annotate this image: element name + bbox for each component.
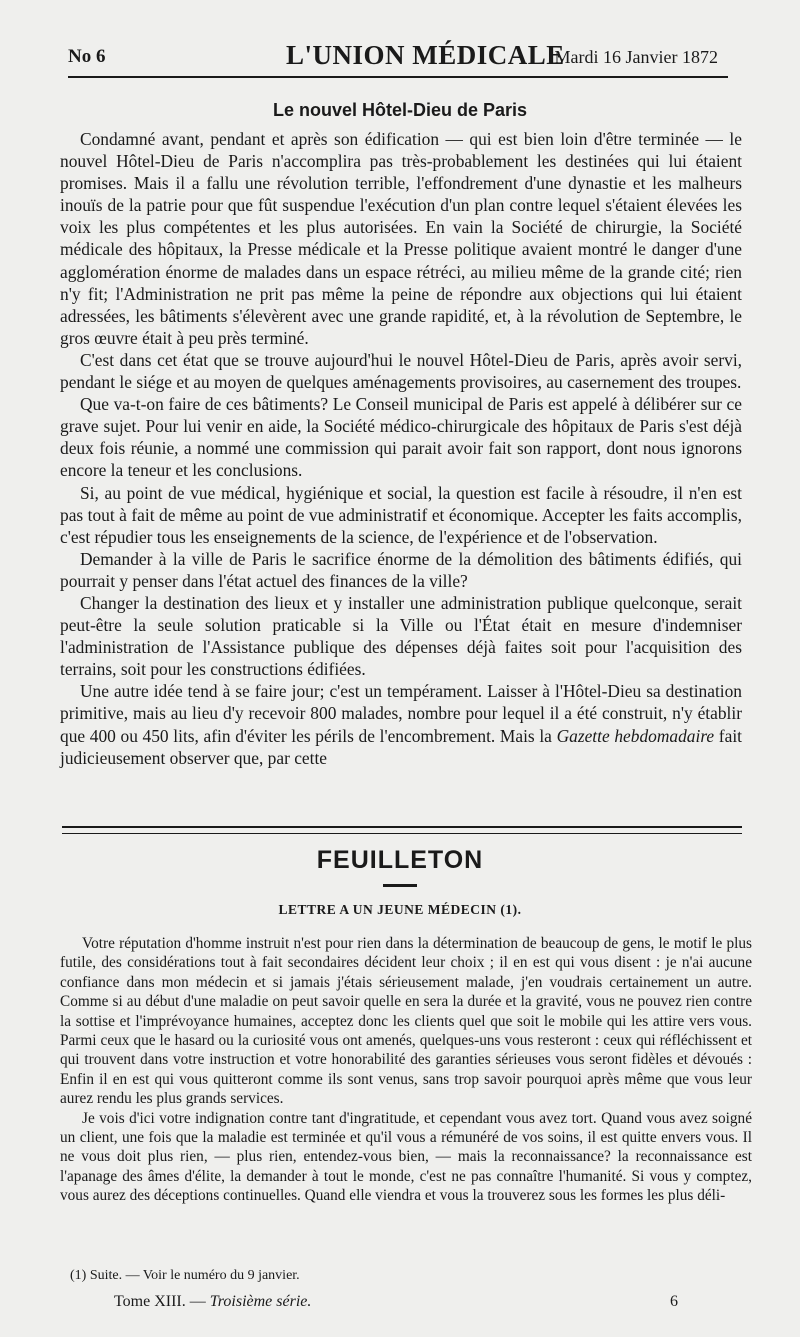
article-paragraph-last xyxy=(60,680,742,768)
footnote: (1) Suite. — Voir le numéro du 9 janvier. xyxy=(70,1268,300,1283)
feuilleton-body xyxy=(60,934,752,1206)
paragraph-text: fait judicieusement observer que, par cette xyxy=(60,725,742,768)
article-paragraph: C'est dans cet état que se trouve aujourd'hui le nouvel Hôtel-Dieu de Paris, après avoir servi, pendant le siége et au moyen de quelques aménagements provisoires, au casernement des troupes. xyxy=(60,349,742,393)
article-paragraph: Demander à la ville de Paris le sacrifice énorme de la démolition des bâtiments édifiés, qui pourrait y penser dans l'état actuel des finances de la ville? xyxy=(60,548,742,591)
paragraph-text: Une autre idée tend à se faire jour; c'est un tempérament. Laisser à l'Hôtel-Dieu sa destination primitive, mais au lieu d'y recevoir 800 malades, nombre pour lequel il a été construit, n'y établir que 400 ou 450 lits, afin d'éviter les périls de l'encombrement. Mais la xyxy=(60,681,742,746)
masthead xyxy=(68,40,728,78)
subtitle-text: LETTRE A UN JEUNE MÉDECIN xyxy=(278,902,497,917)
article-body xyxy=(60,128,742,769)
feuilleton-paragraph: Je vois d'ici votre indignation contre tant d'ingratitude, et cependant vous avez tort. Quand vous avez soigné un client, une fois que la maladie est terminée et qu'il vous a rémunéré de vos soins, il est quitte envers vous. Il ne vous doit plus rien, — plus rien, entendez-vous bien, — mais la reconnaissance? la reconnaissance est l'apanage des âmes d'élite, la demander à tout le monde, c'est ne pas connaître l'humanité. Si vous y comptez, vous aurez des déceptions continuelles. Quand elle viendra et vous la trouverez sous les formes les plus déli- xyxy=(60,1109,752,1205)
article-paragraph: Que va-t-on faire de ces bâtiments? Le Conseil municipal de Paris est appelé à délibérer sur ce grave sujet. Pour lui venir en aide, la Société médico-chirurgicale des hôpitaux de Paris s'est déjà deux fois réunie, a nommé une commission qui parait avoir fait son rapport, dont nous ignorons encore la teneur et les conclusions. xyxy=(60,394,742,481)
issue-date: Mardi 16 Janvier 1872 xyxy=(554,47,718,67)
feuilleton-rule xyxy=(383,884,417,887)
article-paragraph: Changer la destination des lieux et y installer une administration publique quelconque, serait peut-être la seule solution praticable si la Ville ou l'État était en mesure d'indemniser l'administration de l'Assistance publique des dépenses déjà faites soit pour l'acquisition des terrains, soit pour les constructions édifiées. xyxy=(60,592,742,680)
volume-info xyxy=(114,1293,311,1311)
page-number: 6 xyxy=(670,1293,678,1310)
issue-number: No 6 xyxy=(68,46,106,67)
feuilleton-heading: FEUILLETON xyxy=(316,846,484,874)
footnote-ref: (1). xyxy=(500,902,522,917)
section-divider xyxy=(62,826,742,834)
feuilleton-paragraph: Votre réputation d'homme instruit n'est pour rien dans la détermination de beaucoup de gens, le motif le plus futile, des considérations tout à fait secondaires décident leur choix ; il en est qui vous disent : je n'ai aucune confiance dans mon médecin et si jamais j'étais sérieusement malade, j'en voudrais certainement un autre. Comme si au début d'une maladie on peut savoir quelle en sera la durée et la gravité, vous ne pouvez rien contre la sottise et l'imprévoyance humaines, acceptez donc les clients quel que soit le mobile qui les attire vers vous. Parmi ceux que le hasard ou la curiosité vous ont amenés, quelques-uns vous resteront : ceux qui réfléchissent et qui trouvent dans votre instruction et votre honorabilité des garanties sérieuses vous seront fidèles et dévoués : Enfin il en est qui vous quitteront comme ils sont venus, sans trop savoir pourquoi après même que vous leur aurez rendu les plus grands services. xyxy=(60,935,752,1108)
feuilleton-subtitle xyxy=(0,902,800,918)
article-paragraph: Si, au point de vue médical, hygiénique et social, la question est facile à résoudre, il n'en est pas tout à fait de même au point de vue administratif et économique. Accepter les faits accomplis, c'est répudier tous les enseignements de la science, de l'expérience et de l'observation. xyxy=(60,482,742,547)
journal-title: L'UNION MÉDICALE xyxy=(286,40,565,70)
serie-label: Troisième série. xyxy=(209,1293,312,1310)
article-paragraph: Condamné avant, pendant et après son édification — qui est bien loin d'être terminée — le nouvel Hôtel-Dieu de Paris n'accomplira pas très-probablement les destinées qui lui étaient promises. Mais il a fallu une révolution terrible, l'effondrement d'une dynastie et les malheurs inouïs de la patrie pour que fût suspendue l'exécution d'un plan contre lequel s'étaient élevées les voix les plus compétentes et les plus autorisées. En vain la Société de chirurgie, la Société médicale des hôpitaux, la Presse médicale et la Presse politique avaient montré le danger d'une agglomération énorme de malades dans un espace rétréci, au milieu même de la grande cité; rien n'y fit; l'Administration ne prit pas même la peine de répondre aux objections qui lui étaient adressées, les bâtiments s'élevèrent avec une grande rapidité, et, à la révolution de Septembre, le gros œuvre était à peu près terminé. xyxy=(60,129,742,348)
tome-label: Tome XIII. — xyxy=(114,1293,210,1310)
gazette-title: Gazette hebdomadaire xyxy=(556,725,715,746)
article-title: Le nouvel Hôtel-Dieu de Paris xyxy=(272,100,528,120)
